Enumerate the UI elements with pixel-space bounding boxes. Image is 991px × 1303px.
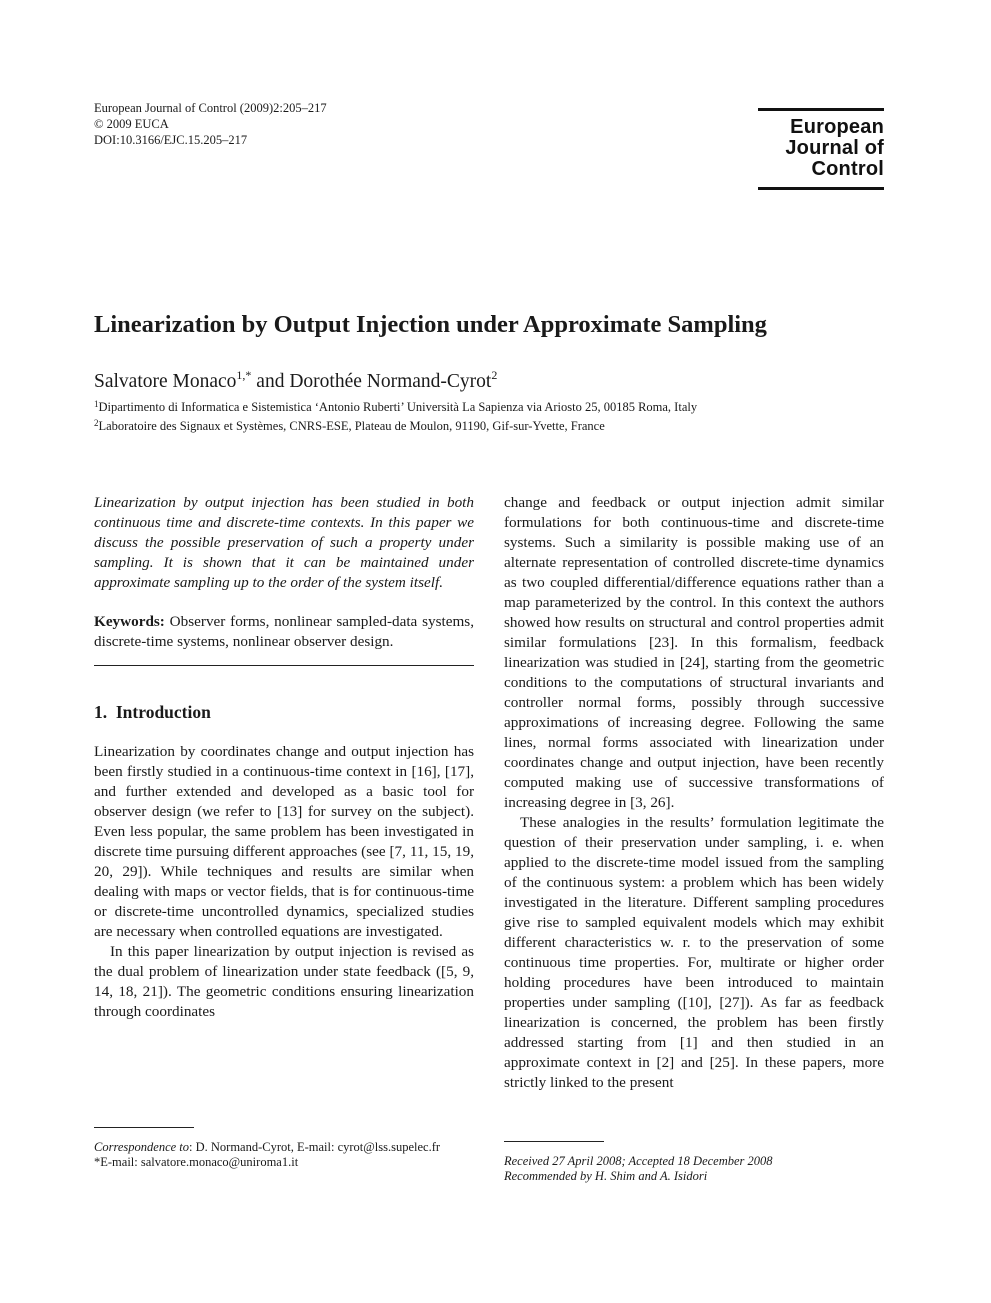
author-2: Dorothée Normand-Cyrot [289, 371, 492, 392]
affiliation-2 [94, 415, 697, 434]
keywords [94, 612, 474, 652]
footnote-divider-right [504, 1141, 604, 1142]
affiliation-1 [94, 396, 697, 415]
footnote-divider [94, 1127, 194, 1128]
paper-title: Linearization by Output Injection under Approximate Sampling [94, 311, 767, 338]
logo-line-2: Journal of [785, 137, 884, 159]
affiliations [94, 396, 697, 434]
abstract: Linearization by output injection has been studied in both continuous time and discrete-time contexts. In this paper we discuss the possible preservation of such a property under sampling. It is shown that it can be maintained under approximate sampling up to the order of the system itself. [94, 494, 474, 591]
left-column [94, 493, 474, 1022]
journal-header-meta [94, 100, 327, 148]
author-1: Salvatore Monaco [94, 371, 237, 392]
journal-logo [758, 108, 884, 190]
correspondence-line [94, 1140, 474, 1155]
dates-footnote [504, 1141, 884, 1184]
affiliation-2-text: Laboratoire des Signaux et Systèmes, CNRS-ESE, Plateau de Moulon, 91190, Gif-sur-Yvette, France [98, 419, 605, 433]
section-heading-introduction: 1. Introduction [94, 702, 211, 722]
right-paragraph-1: change and feedback or output injection admit similar formulations for both continuous-time and discrete-time systems. Such a similarity is possible making use of an alternate representation of controlled discrete-time dynamics as two coupled differential/difference equations rather than a map parameterized by the control. In this context the authors showed how results on structural and control properties admit similar formulations [23]. In this formalism, feedback linearization was studied in [24], starting from the geometric conditions to the computations of structural invariants and controller normal forms, possibly through successive approximations of increasing degree. Following the same lines, normal forms associated with linearization under coordinates change and output injection, have been recently computed making use of successive transformations of increasing degree in [3, 26]. [504, 494, 884, 811]
logo-line-3: Control [811, 158, 884, 180]
doi-line: DOI:10.3166/EJC.15.205–217 [94, 133, 248, 147]
copyright-line: © 2009 EUCA [94, 117, 169, 131]
journal-citation: European Journal of Control (2009)2:205–217 [94, 101, 327, 115]
logo-line-1: European [790, 116, 884, 138]
right-paragraph-2: These analogies in the results’ formulation legitimate the question of their preservation under sampling, i. e. when applied to the discrete-time model issued from the sampling of the continuous system: a problem which has been widely investigated in the literature. Different sampling procedures give rise to sampled equivalent models which may exhibit different characteristics w. r. to the preservation of some continuous time properties. For, multirate or higher order holding procedures have been introduced to maintain properties under sampling ([10], [27]). As far as feedback linearization is concerned, the problem has been firstly addressed starting from [1] and then studied in an approximate context in [2] and [25]. In these papers, more strictly linked to the present [504, 814, 884, 1091]
author-2-marker: 2 [491, 368, 498, 382]
affiliation-1-marker: 1 [94, 399, 99, 409]
keywords-text: Observer forms, nonlinear sampled-data systems, discrete-time systems, nonlinear observer design. [94, 613, 474, 650]
affiliation-2-marker: 2 [94, 418, 99, 428]
correspondence-footnote [94, 1127, 474, 1170]
recommended-by: Recommended by H. Shim and A. Isidori [504, 1169, 708, 1183]
abstract-divider [94, 665, 474, 666]
author-1-marker: 1,* [236, 368, 252, 382]
received-accepted-dates: Received 27 April 2008; Accepted 18 December 2008 [504, 1154, 773, 1168]
correspondence-text: : D. Normand-Cyrot, E-mail: cyrot@lss.supelec.fr [189, 1140, 441, 1154]
keywords-label: Keywords: [94, 613, 165, 630]
author-email-footnote: *E-mail: salvatore.monaco@uniroma1.it [94, 1155, 299, 1169]
author-list [94, 362, 497, 395]
correspondence-label: Correspondence to [94, 1140, 190, 1154]
author-conjunction: and [251, 371, 290, 392]
affiliation-1-text: Dipartimento di Informatica e Sistemistica ‘Antonio Ruberti’ Università La Sapienza via Ariosto 25, 00185 Roma, Italy [98, 400, 698, 414]
intro-paragraph-2: In this paper linearization by output injection is revised as the dual problem of linearization under state feedback ([5, 9, 14, 18, 21]). The geometric conditions ensuring linearization through coordinates [94, 943, 474, 1020]
right-column [504, 493, 884, 1093]
intro-paragraph-1: Linearization by coordinates change and output injection has been firstly studied in a continuous-time context in [16], [17], and further extended and developed as a basic tool for observer design (we refer to [13] for survey on the subject). Even less popular, the same problem has been investigated in discrete time pursuing different approaches (see [7, 11, 15, 19, 20, 29]). While techniques and results are similar when dealing with maps or vector fields, that is for continuous-time or discrete-time uncontrolled dynamics, specialized studies are necessary when controlled equations are investigated. [94, 743, 474, 940]
